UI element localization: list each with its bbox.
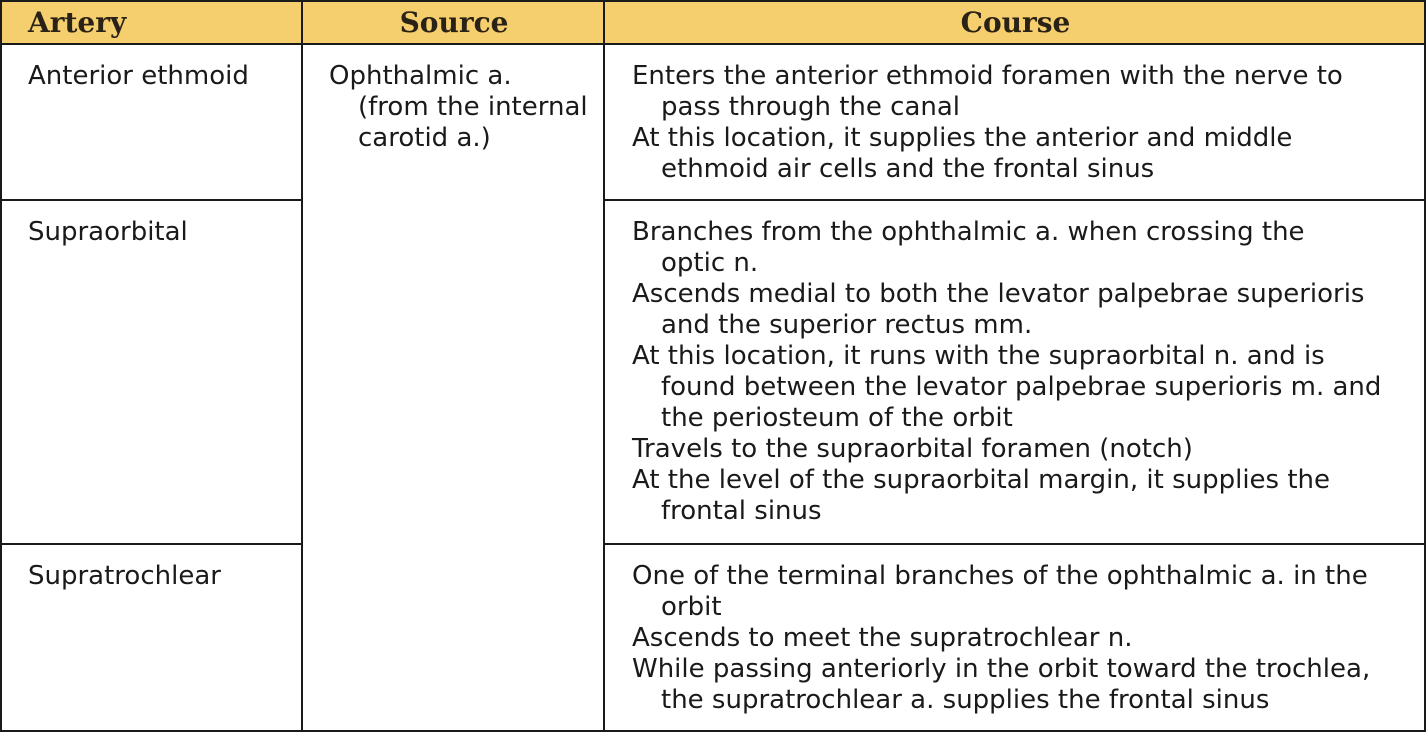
border-left bbox=[0, 0, 2, 732]
row-divider-1-artery bbox=[0, 199, 303, 201]
course-item: Enters the anterior ethmoid foramen with the nerve to pass through the canal bbox=[632, 61, 1343, 122]
course-item: Ascends to meet the supratrochlear n. bbox=[632, 623, 1133, 653]
course-item: At the level of the supraorbital margin, it supplies the frontal sinus bbox=[632, 465, 1331, 526]
course-item: Ascends medial to both the levator palpebrae superioris and the superior rectus mm. bbox=[632, 279, 1365, 340]
source-cell bbox=[329, 61, 599, 154]
course-item: At this location, it supplies the anterior and middle ethmoid air cells and the frontal sinus bbox=[632, 123, 1293, 184]
course-item: Travels to the supraorbital foramen (notch) bbox=[632, 434, 1193, 464]
header-course: Course bbox=[960, 6, 1071, 39]
course-cell bbox=[632, 217, 1412, 527]
row-divider-2-artery bbox=[0, 543, 303, 545]
course-item: Branches from the ophthalmic a. when crossing the optic n. bbox=[632, 217, 1305, 278]
table-header bbox=[0, 0, 1426, 45]
header-source: Source bbox=[399, 6, 509, 39]
row-divider-2-course bbox=[603, 543, 1426, 545]
source-line: carotid a.) bbox=[358, 123, 491, 153]
row-divider-1-course bbox=[603, 199, 1426, 201]
course-item: While passing anteriorly in the orbit toward the trochlea, the supratrochlear a. supplies the frontal sinus bbox=[632, 654, 1371, 715]
artery-name: Anterior ethmoid bbox=[28, 61, 249, 91]
header-artery: Artery bbox=[28, 6, 127, 39]
source-line: Ophthalmic a. bbox=[329, 61, 512, 91]
source-line: (from the internal bbox=[358, 92, 588, 122]
course-cell bbox=[632, 61, 1412, 185]
divider-artery-source bbox=[301, 0, 303, 732]
course-item: One of the terminal branches of the ophthalmic a. in the orbit bbox=[632, 561, 1368, 622]
course-cell bbox=[632, 561, 1412, 716]
artery-name: Supratrochlear bbox=[28, 561, 221, 591]
artery-name: Supraorbital bbox=[28, 217, 188, 247]
course-item: At this location, it runs with the supraorbital n. and is found between the levator palpebrae superioris m. and the periosteum of the orbit bbox=[632, 341, 1382, 433]
divider-source-course bbox=[603, 0, 605, 732]
